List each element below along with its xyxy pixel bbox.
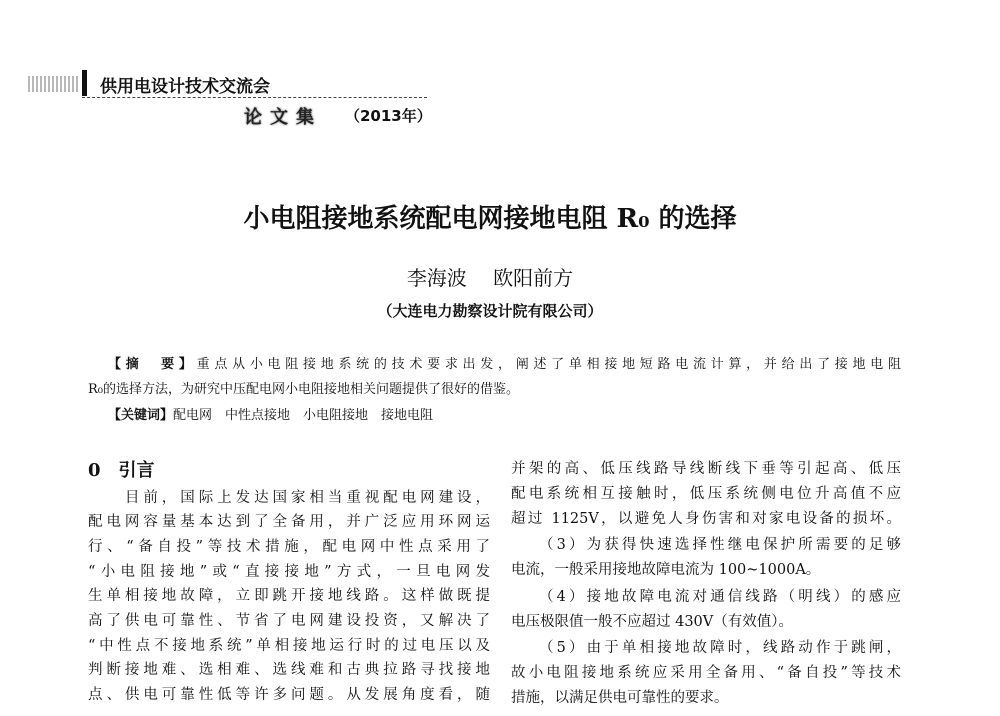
proceedings-logo: 论文集: [244, 107, 322, 128]
paper-authors: 李海波 欧阳前方: [406, 266, 574, 290]
abstract-label: 【摘 要】: [108, 357, 197, 372]
abstract-text: 重点从小电阻接地系统的技术要求出发，阐述了单相接地短路电流计算，并给出了接地电阻: [196, 357, 901, 372]
body-line: 电流，一般采用接地故障电流为 100~1000A。: [511, 562, 821, 578]
body-line: （4）接地故障电流对通信线路（明线）的感应: [511, 589, 901, 605]
body-line: 故小电阻接地系统应采用全备用、“备自投”等技术: [511, 665, 901, 681]
body-line: 措施，以满足供电可靠性的要求。: [511, 690, 729, 706]
body-line: 生单相接地故障，立即跳开接地线路。这样做既提: [88, 588, 490, 604]
header-decoration: [28, 76, 80, 92]
body-line: 配电网容量基本达到了全备用，并广泛应用环网运: [88, 514, 490, 530]
body-line: 点、供电可靠性低等许多问题。从发展角度看，随: [88, 687, 490, 703]
paper-affiliation: （大连电力勘察设计院有限公司）: [377, 302, 603, 320]
conference-name: 供用电设计技术交流会: [100, 77, 270, 97]
body-line: 超过 1125V，以避免人身伤害和对家电设备的损坏。: [511, 511, 901, 527]
body-line: “小电阻接地”或“直接接地”方式，一旦电网发: [88, 564, 490, 580]
abstract-line: [108, 353, 901, 372]
keywords-line: [108, 404, 433, 423]
body-line: 高了供电可靠性、节省了电网建设投资，又解决了: [88, 613, 490, 629]
body-line: （3）为获得快速选择性继电保护所需要的足够: [511, 537, 901, 553]
body-line: 行、“备自投”等技术措施，配电网中性点采用了: [88, 539, 490, 555]
paper-title: 小电阻接地系统配电网接地电阻 R₀ 的选择: [243, 204, 737, 234]
body-line: 目前，国际上发达国家相当重视配电网建设，: [88, 490, 490, 506]
header-bar: [82, 70, 87, 96]
body-line: “中性点不接地系统”单相接地运行时的过电压以及: [88, 638, 490, 654]
proceedings-year: （2013年）: [345, 107, 432, 125]
keywords-label: 【关键词】: [108, 408, 174, 423]
header-divider: [82, 97, 427, 98]
body-line: 判断接地难、选相难、选线难和古典拉路寻找接地: [88, 662, 490, 678]
body-line: 电压极限值一般不应超过 430V（有效值）。: [511, 614, 794, 630]
section-heading: 0 引言: [88, 460, 155, 481]
keywords-text: 配电网 中性点接地 小电阻接地 接地电阻: [173, 408, 434, 423]
abstract-line: R₀的选择方法，为研究中压配电网小电阻接地相关问题提供了很好的借鉴。: [88, 382, 519, 397]
body-line: （5）由于单相接地故障时，线路动作于跳闸，: [511, 640, 901, 656]
body-line: 并架的高、低压线路导线断线下垂等引起高、低压: [511, 461, 901, 477]
body-line: 配电系统相互接触时，低压系统侧电位升高值不应: [511, 486, 901, 502]
